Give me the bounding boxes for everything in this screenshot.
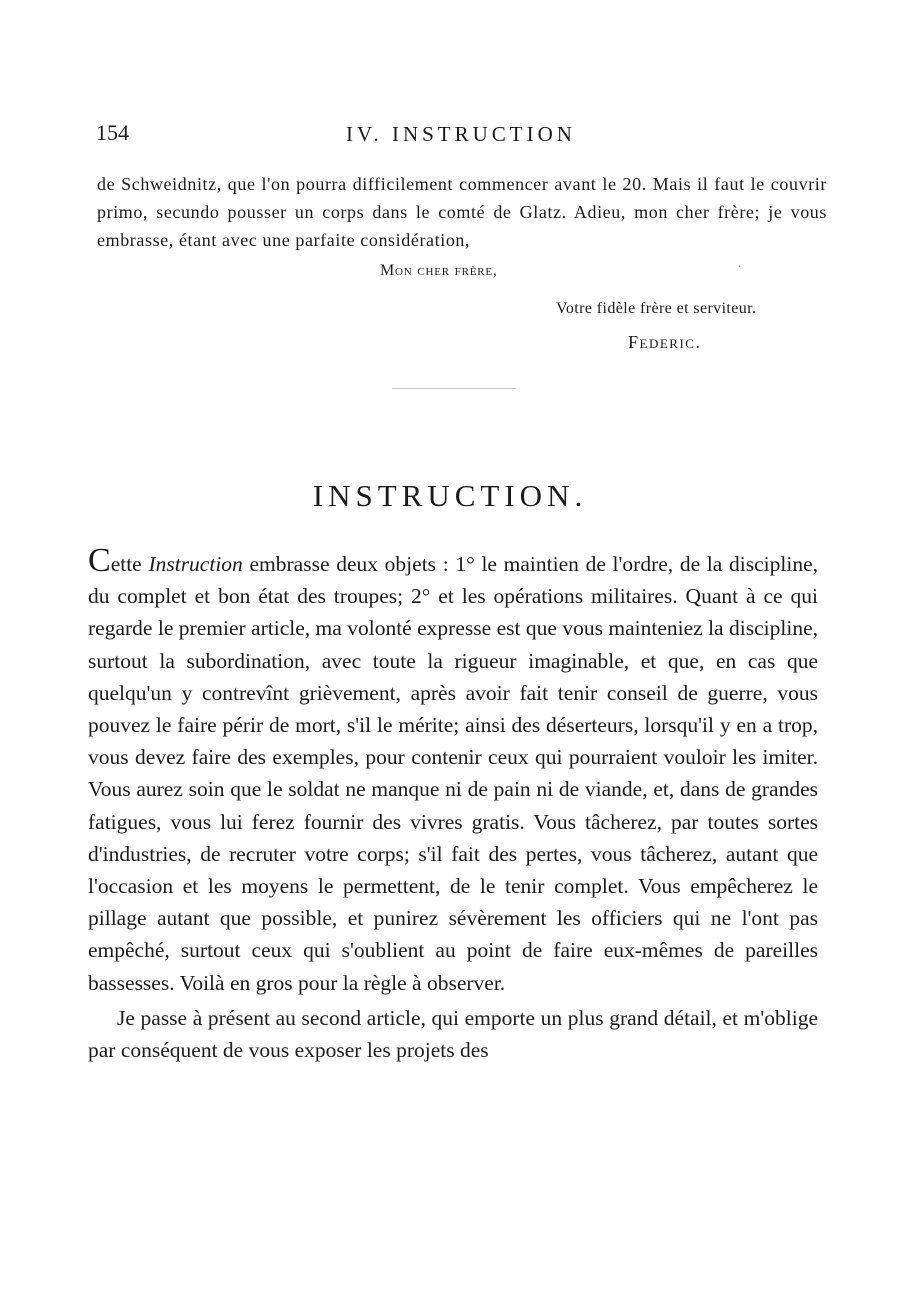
italic-word: Instruction [148,552,243,576]
letter-continuation: de Schweidnitz, que l'on pourra difficilement commencer avant le 20. Mais il faut le couvrir primo, secundo pousser un corps dans le comté de Glatz. Adieu, mon cher frère; je vous embrasse, étant avec une parfaite considération, [97,174,827,250]
drop-cap: C [88,542,111,579]
page-number: 154 [96,120,129,145]
letter-salutation: Mon cher frère, [380,262,498,279]
letter-closing: Votre fidèle frère et serviteur. [556,300,757,317]
print-speck: · [738,262,742,273]
paragraph-1-lead: ette [110,552,142,576]
body-text [88,542,819,1066]
paragraph-1-text: embrasse deux objets : 1° le maintien de l'ordre, de la discipline, du complet et bon état des troupes; 2° et les opérations militaires. Quant à ce qui regarde le premier article, ma volonté expresse est que vous mainteniez la discipline, surtout la subordination, avec toute la rigueur imaginable, et que, en cas que quelqu'un y contrevînt grièvement, après avoir fait tenir conseil de guerre, vous pouvez le faire périr de mort, s'il le mérite; ainsi des déserteurs, lorsqu'il y en a trop, vous devez faire des exemples, pour contenir ceux qui pourraient vouloir les imiter. Vous aurez soin que le soldat ne manque ni de pain ni de viande, et, dans de grandes fatigues, vous lui ferez fournir des vivres gratis. Vous tâcherez, par toutes sortes d'industries, de recruter votre corps; s'il fait des pertes, vous tâcherez, autant que l'occasion et les moyens le permettent, de le tenir complet. Vous empêcherez le pillage autant que possible, et punirez sévèrement les officiers qui ne l'ont pas empêché, surtout ceux qui s'oublient au point de faire eux-mêmes de pareilles bassesses. Voilà en gros pour la règle à observer. [88,552,819,995]
letter-signature: Federic. [628,332,702,352]
running-header [96,120,826,150]
section-title: INSTRUCTION. [312,478,588,513]
paragraph-1 [88,542,819,999]
section-divider [392,388,516,389]
running-title: IV. INSTRUCTION [346,122,576,146]
paragraph-2: Je passe à présent au second article, qui emporte un plus grand détail, et m'oblige par conséquent de vous exposer les projets des [88,1005,818,1063]
